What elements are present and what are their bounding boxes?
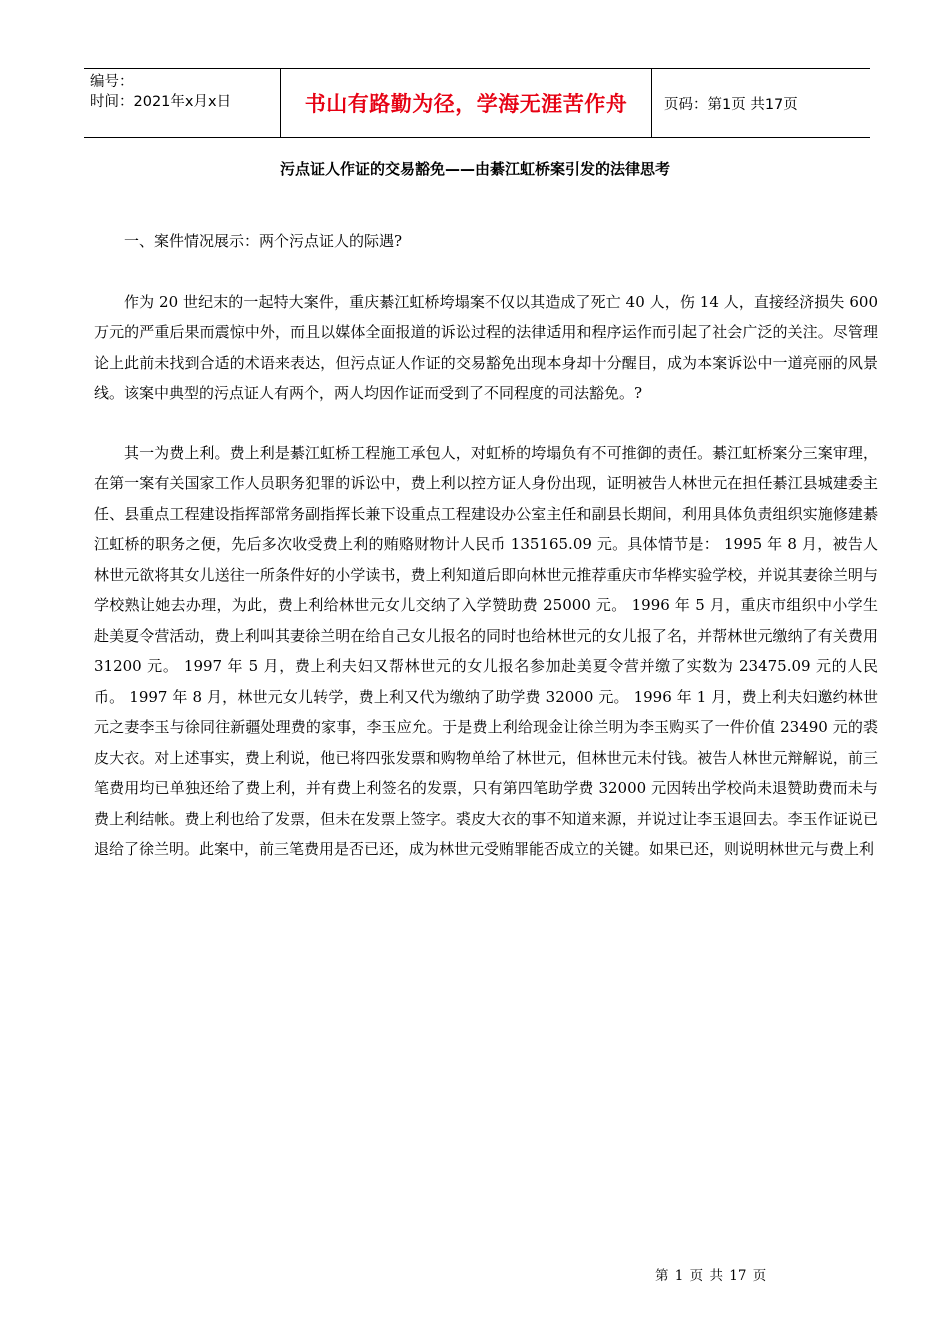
- document-body: [94, 226, 878, 865]
- header-table: [84, 68, 870, 138]
- number-label: 编号：: [90, 74, 134, 90]
- header-info-cell: [84, 69, 280, 137]
- page-number-cell: [652, 69, 870, 137]
- paragraph: 作为 20 世纪末的一起特大案件，重庆綦江虹桥垮塌案不仅以其造成了死亡 40 人，伤 14 人，直接经济损失 600 万元的严重后果而震惊中外，而且以媒体全面报道的诉讼过程的法律适用和程序运作而引起了社会广泛的关注。尽管理论上此前未找到合适的术语来表达，但污点证人作证的交易豁免出现本身却十分醒目，成为本案诉讼中一道亮丽的风景线。该案中典型的污点证人有两个，两人均因作证而受到了不同程度的司法豁免。?: [94, 292, 878, 402]
- motto-text: 书山有路勤为径，学海无涯苦作舟: [304, 92, 628, 116]
- motto-cell: [280, 69, 652, 137]
- date-label: 时间：2021年x月x日: [90, 94, 232, 110]
- page-footer: 第 1 页 共 17 页: [655, 1268, 767, 1284]
- page-number-label: 页码：第1页 共17页: [664, 96, 798, 113]
- paragraph: 其一为费上利。费上利是綦江虹桥工程施工承包人，对虹桥的垮塌负有不可推御的责任。綦江虹桥案分三案审理，在第一案有关国家工作人员职务犯罪的诉讼中，费上利以控方证人身份出现，证明被告人林世元在担任綦江县城建委主任、县重点工程建设指挥部常务副指挥长兼下设重点工程建设办公室主任和副县长期间，利用具体负责组织实施修建綦江虹桥的职务之便，先后多次收受费上利的贿赂财物计人民币 135165.09 元。具体情节是： 1995 年 8 月，被告人林世元欲将其女儿送往一所条件好的小学读书，费上利知道后即向林世元推荐重庆市华桦实验学校，并说其妻徐兰明与学校熟让她去办理，为此，费上利给林世元女儿交纳了入学赞助费 25000 元。 1996 年 5 月，重庆市组织中小学生赴美夏令营活动，费上利叫其妻徐兰明在给自己女儿报名的同时也给林世元的女儿报了名，并帮林世元缴纳了有关费用 31200 元。 1997 年 5 月，费上利夫妇又帮林世元的女儿报名参加赴美夏令营并缴了实数为 23475.09 元的人民币。 1997 年 8 月，林世元女儿转学，费上利又代为缴纳了助学费 32000 元。 1996 年 1 月，费上利夫妇邀约林世元之妻李玉与徐同往新疆处理费的家事，李玉应允。于是费上利给现金让徐兰明为李玉购买了一件价值 23490 元的裘皮大衣。对上述事实，费上利说，他已将四张发票和购物单给了林世元，但林世元未付钱。被告人林世元辩解说，前三笔费用均已单独还给了费上利，并有费上利签名的发票，只有第四笔助学费 32000 元因转出学校尚未退赞助费而未与费上利结帐。费上利也给了发票，但未在发票上签字。裘皮大衣的事不知道来源，并说过让李玉退回去。李玉作证说已退给了徐兰明。此案中，前三笔费用是否已还，成为林世元受贿罪能否成立的关键。如果已还，则说明林世元与费上利: [94, 443, 878, 858]
- document-title: 污点证人作证的交易豁免——由綦江虹桥案引发的法律思考: [279, 160, 670, 178]
- section-heading: 一、案件情况展示：两个污点证人的际遇?: [124, 232, 403, 250]
